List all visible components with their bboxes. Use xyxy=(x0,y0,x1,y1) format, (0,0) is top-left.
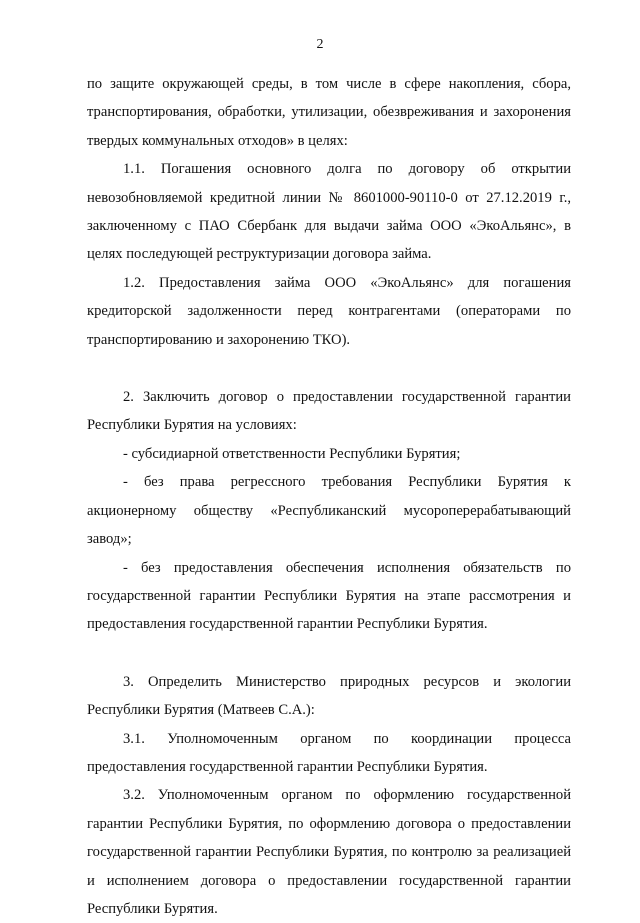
paragraph-1-1: 1.1. Погашения основного долга по договору об открытии невозобновляемой кредитной линии № 8601000-90110-0 от 27.12.2019 г., заключенному с ПАО Сбербанк для выдачи займа ООО «ЭкоАльянс», в целях последующей реструктуризации договора займа. xyxy=(87,161,571,263)
page-number: 2 xyxy=(316,37,324,52)
paragraph-2-condition-3: - без предоставления обеспечения исполнения обязательств по государственной гарантии Республики Бурятия на этапе рассмотрения и предоставления государственной гарантии Республики Бурятия. xyxy=(87,559,571,633)
paragraph-spacer xyxy=(87,354,571,383)
paragraph-intro-continuation: по защите окружающей среды, в том числе в сфере накопления, сбора, транспортирования, обработки, утилизации, обезвреживания и захоронения твердых коммунальных отходов» в целях: xyxy=(87,76,571,149)
paragraph-2-condition-1: - субсидиарной ответственности Республики Бурятия; xyxy=(123,445,461,462)
paragraph-1-2: 1.2. Предоставления займа ООО «ЭкоАльянс» для погашения кредиторской задолженности перед контрагентами (операторами по транспортированию и захоронению ТКО). xyxy=(87,274,571,348)
paragraph-3-2: 3.2. Уполномоченным органом по оформлению государственной гарантии Республики Бурятия, по оформлению договора о предоставлении государственной гарантии Республики Бурятия, по контролю за реализацией и исполнением договора о предоставлении государственной гарантии Республики Бурятия. xyxy=(87,787,571,917)
paragraph-spacer xyxy=(87,639,571,668)
paragraph-3: 3. Определить Министерство природных ресурсов и экологии Республики Бурятия (Матвеев С.А.): xyxy=(87,673,571,719)
paragraph-3-1: 3.1. Уполномоченным органом по координации процесса предоставления государственной гарантии Республики Бурятия. xyxy=(87,730,571,775)
paragraph-2: 2. Заключить договор о предоставлении государственной гарантии Республики Бурятия на условиях: xyxy=(87,389,571,434)
document-body xyxy=(87,70,571,923)
paragraph-2-condition-2: - без права регрессного требования Республики Бурятия к акционерному обществу «Республиканский мусороперерабатывающий завод»; xyxy=(87,474,571,548)
